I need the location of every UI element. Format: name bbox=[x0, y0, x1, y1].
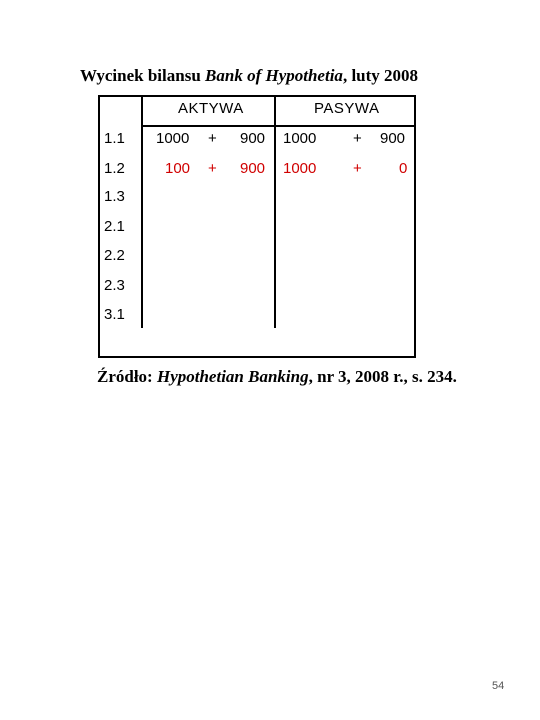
row2-assets-value2: 900 bbox=[240, 160, 266, 177]
row-label: 2.1 bbox=[104, 218, 125, 235]
source-suffix: , nr 3, 2008 r., s. 234. bbox=[308, 367, 457, 386]
assets-liabilities-divider bbox=[274, 95, 276, 328]
table-caption bbox=[80, 66, 418, 86]
row-label: 1.3 bbox=[104, 188, 125, 205]
row1-liabilities-value2: 900 bbox=[380, 130, 406, 147]
source-caption bbox=[97, 367, 457, 387]
page-number: 54 bbox=[492, 680, 505, 692]
row1-liabilities-value1: 1000 bbox=[283, 130, 317, 147]
row2-liabilities-value1: 1000 bbox=[283, 160, 317, 177]
caption-bank-name: Bank of Hypothetia bbox=[205, 66, 343, 85]
row2-assets-value1: 100 bbox=[165, 160, 191, 177]
row1-assets-plus: + bbox=[208, 130, 217, 147]
row-label: 2.3 bbox=[104, 277, 125, 294]
row-label: 3.1 bbox=[104, 306, 125, 323]
row2-liabilities-value2: 0 bbox=[399, 160, 408, 177]
row1-liabilities-plus: + bbox=[353, 130, 362, 147]
header-aktywa: AKTYWA bbox=[178, 100, 244, 117]
header-divider bbox=[141, 125, 414, 127]
row2-assets-plus: + bbox=[208, 160, 217, 177]
caption-suffix: , luty 2008 bbox=[342, 66, 419, 85]
row-label: 1.2 bbox=[104, 160, 125, 177]
label-column-divider bbox=[141, 95, 143, 328]
row1-assets-value2: 900 bbox=[240, 130, 266, 147]
header-pasywa: PASYWA bbox=[314, 100, 380, 117]
row2-liabilities-plus: + bbox=[353, 160, 362, 177]
row-label: 1.1 bbox=[104, 130, 125, 147]
source-prefix: Źródło: bbox=[97, 367, 157, 386]
caption-prefix: Wycinek bilansu bbox=[80, 66, 206, 85]
row-label: 2.2 bbox=[104, 247, 125, 264]
row1-assets-value1: 1000 bbox=[156, 130, 190, 147]
source-publication: Hypothetian Banking bbox=[156, 367, 309, 386]
